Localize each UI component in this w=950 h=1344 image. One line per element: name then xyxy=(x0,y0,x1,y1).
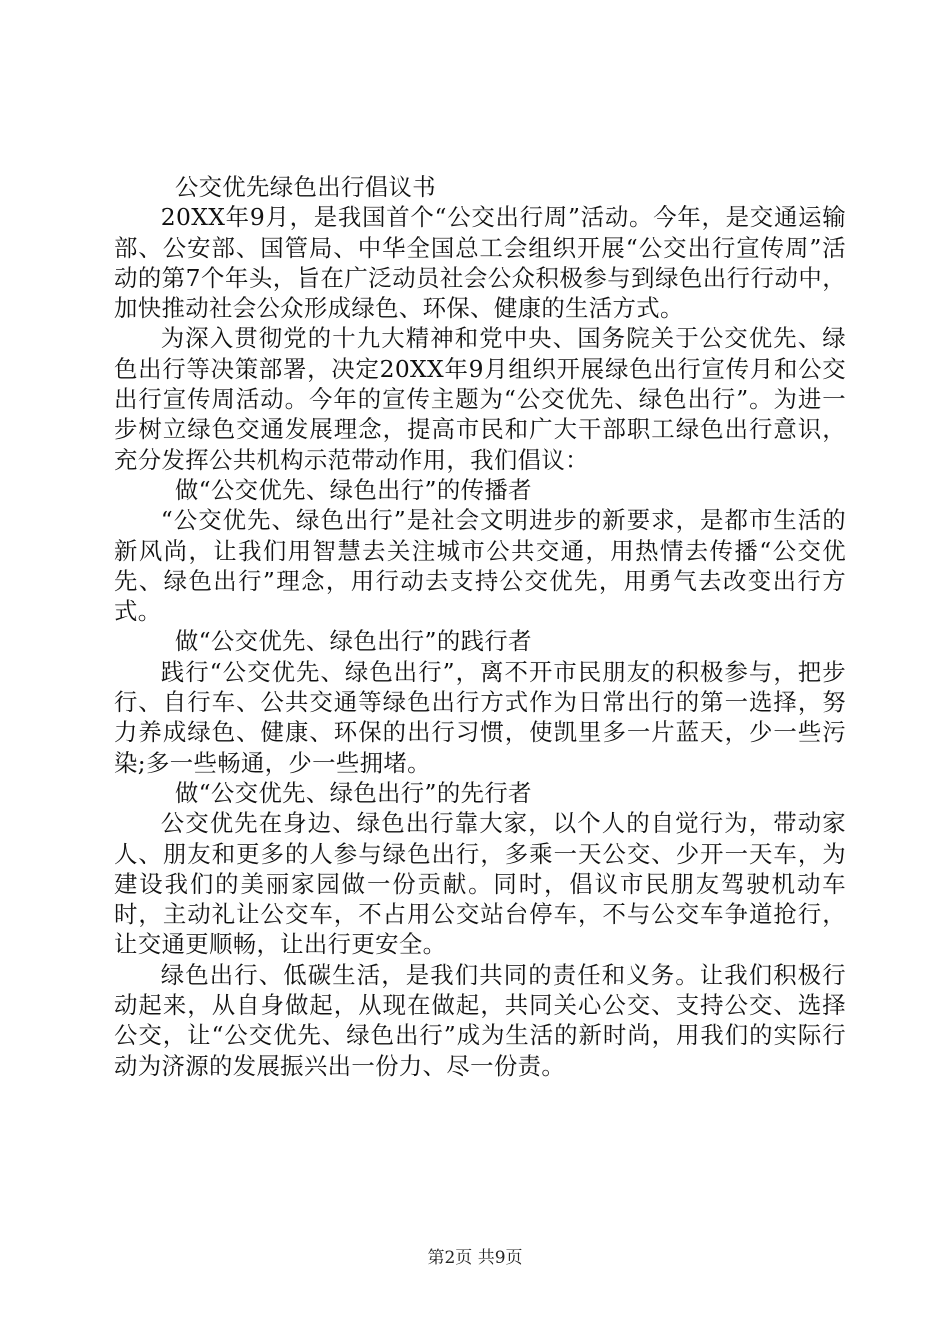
document-body xyxy=(114,172,846,1081)
section-heading-pioneer: 做“公交优先、绿色出行”的先行者 xyxy=(174,778,532,807)
section-body-pioneer: 公交优先在身边、绿色出行靠大家，以个人的自觉行为，带动家人、朋友和更多的人参与绿色出行，多乘一天公交、少开一天车，为建设我们的美丽家园做一份贡献。同时，倡议市民朋友驾驶机动车时，主动礼让公交车，不占用公交站台停车，不与公交车争道抢行，让交通更顺畅，让出行更安全。 xyxy=(114,809,846,959)
intro-paragraph: 20XX年9月，是我国首个“公交出行周”活动。今年，是交通运输部、公安部、国管局、中华全国总工会组织开展“公交出行宣传周”活动的第7个年头，旨在广泛动员社会公众积极参与到绿色出行行动中，加快推动社会公众形成绿色、环保、健康的生活方式。 xyxy=(114,203,846,323)
section-body-practitioner: 践行“公交优先、绿色出行”，离不开市民朋友的积极参与，把步行、自行车、公共交通等绿色出行方式作为日常出行的第一选择，努力养成绿色、健康、环保的出行习惯，使凯里多一片蓝天，少一些污染;多一些畅通，少一些拥堵。 xyxy=(114,657,846,777)
section-heading-spreader: 做“公交优先、绿色出行”的传播者 xyxy=(174,475,532,504)
purpose-paragraph: 为深入贯彻党的十九大精神和党中央、国务院关于公交优先、绿色出行等决策部署，决定20XX年9月组织开展绿色出行宣传月和公交出行宣传周活动。今年的宣传主题为“公交优先、绿色出行”。为进一步树立绿色交通发展理念，提高市民和广大干部职工绿色出行意识，充分发挥公共机构示范带动作用，我们倡议： xyxy=(114,324,846,474)
closing-paragraph: 绿色出行、低碳生活，是我们共同的责任和义务。让我们积极行动起来，从自身做起，从现在做起，共同关心公交、支持公交、选择公交，让“公交优先、绿色出行”成为生活的新时尚，用我们的实际行动为济源的发展振兴出一份力、尽一份责。 xyxy=(114,960,846,1080)
section-heading-practitioner: 做“公交优先、绿色出行”的践行者 xyxy=(174,627,532,656)
section-body-spreader: “公交优先、绿色出行”是社会文明进步的新要求，是都市生活的新风尚，让我们用智慧去关注城市公共交通，用热情去传播“公交优先、绿色出行”理念，用行动去支持公交优先，用勇气去改变出行方式。 xyxy=(114,506,846,626)
document-title: 公交优先绿色出行倡议书 xyxy=(174,173,436,201)
page-number-footer: 第2页 共9页 xyxy=(427,1248,523,1268)
